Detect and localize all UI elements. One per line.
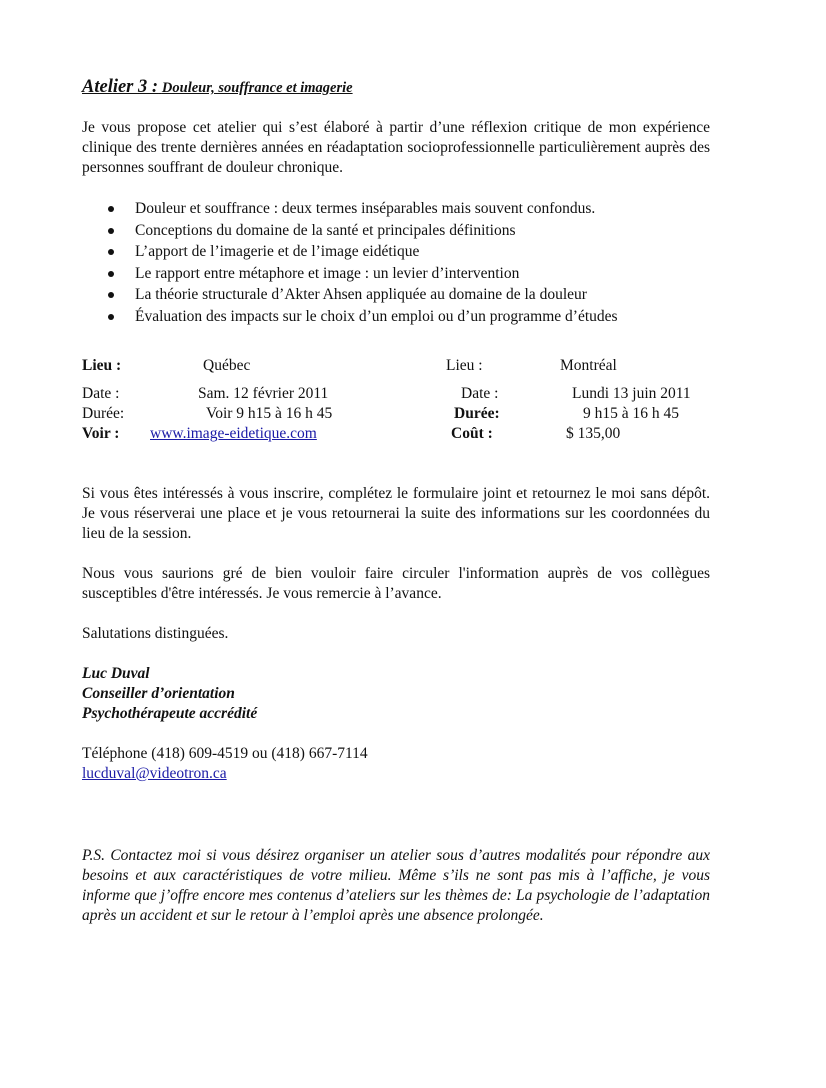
list-item: Conceptions du domaine de la santé et principales définitions bbox=[82, 221, 618, 243]
topic-list bbox=[82, 199, 618, 328]
quebec-date-value: Sam. 12 février 2011 bbox=[198, 385, 329, 402]
montreal-duree-label: Durée: bbox=[454, 405, 500, 422]
signature-role-2: Psychothérapeute accrédité bbox=[82, 705, 258, 722]
quebec-duree-value: Voir 9 h15 à 16 h 45 bbox=[206, 405, 333, 422]
postscript-paragraph: P.S. Contactez moi si vous désirez organiser un atelier sous d’autres modalités pour répondre aux besoins et aux caractéristiques de votre milieu. Même s’ils ne sont pas mis à l’affiche, je vous informe que j’offre encore mes contenus d’ateliers sur les thèmes de: La psychologie de l’adaptation après un accident et sur le retour à l’emploi après une absence prolongée. bbox=[82, 847, 710, 924]
bullet-icon bbox=[108, 314, 114, 320]
montreal-cout-value: $ 135,00 bbox=[566, 425, 621, 442]
website-link[interactable]: www.image-eidetique.com bbox=[150, 425, 317, 442]
montreal-cout-label: Coût : bbox=[451, 425, 493, 442]
quebec-lieu-value: Québec bbox=[203, 357, 251, 374]
quebec-voir-label: Voir : bbox=[82, 425, 120, 442]
list-item: Le rapport entre métaphore et image : un levier d’intervention bbox=[82, 264, 618, 286]
quebec-date-label: Date : bbox=[82, 385, 120, 402]
email-link-wrap bbox=[82, 764, 227, 784]
phone-line: Téléphone (418) 609-4519 ou (418) 667-7114 bbox=[82, 745, 368, 762]
circulation-paragraph: Nous vous saurions gré de bien vouloir faire circuler l'information auprès de vos collègues susceptibles d'être intéressés. Je vous remercie à l’avance. bbox=[82, 565, 710, 602]
title-main: Atelier 3 : bbox=[82, 77, 159, 97]
list-item: La théorie structurale d’Akter Ahsen appliquée au domaine de la douleur bbox=[82, 285, 618, 307]
list-item: L’apport de l’imagerie et de l’image eidétique bbox=[82, 242, 618, 264]
signature-block bbox=[82, 664, 257, 724]
signature-name: Luc Duval bbox=[82, 665, 150, 682]
title-sub: Douleur, souffrance et imagerie bbox=[161, 80, 353, 96]
bullet-icon bbox=[108, 206, 114, 212]
workshop-title bbox=[82, 77, 353, 98]
bullet-icon bbox=[108, 249, 114, 255]
montreal-date-value: Lundi 13 juin 2011 bbox=[572, 385, 691, 402]
list-item: Évaluation des impacts sur le choix d’un emploi ou d’un programme d’études bbox=[82, 307, 618, 329]
montreal-lieu-label: Lieu : bbox=[446, 357, 483, 374]
montreal-date-label: Date : bbox=[461, 385, 499, 402]
email-link[interactable]: lucduval@videotron.ca bbox=[82, 765, 227, 782]
quebec-duree-label: Durée: bbox=[82, 405, 125, 422]
list-item: Douleur et souffrance : deux termes inséparables mais souvent confondus. bbox=[82, 199, 618, 221]
montreal-duree-value: 9 h15 à 16 h 45 bbox=[583, 405, 680, 422]
signature-role-1: Conseiller d’orientation bbox=[82, 685, 235, 702]
bullet-icon bbox=[108, 228, 114, 234]
bullet-icon bbox=[108, 292, 114, 298]
inscription-paragraph: Si vous êtes intéressés à vous inscrire, complétez le formulaire joint et retournez le moi sans dépôt. Je vous réserverai une place et je vous retournerai la suite des informations sur les coordonnées du lieu de la session. bbox=[82, 485, 710, 542]
salutation: Salutations distinguées. bbox=[82, 625, 229, 642]
bullet-icon bbox=[108, 271, 114, 277]
montreal-lieu-value: Montréal bbox=[560, 357, 617, 374]
intro-paragraph: Je vous propose cet atelier qui s’est élaboré à partir d’une réflexion critique de mon expérience clinique des trente dernières années en réadaptation socioprofessionnelle particulièrement auprès des personnes souffrant de douleur chronique. bbox=[82, 119, 710, 176]
quebec-lieu-label: Lieu : bbox=[82, 357, 122, 374]
